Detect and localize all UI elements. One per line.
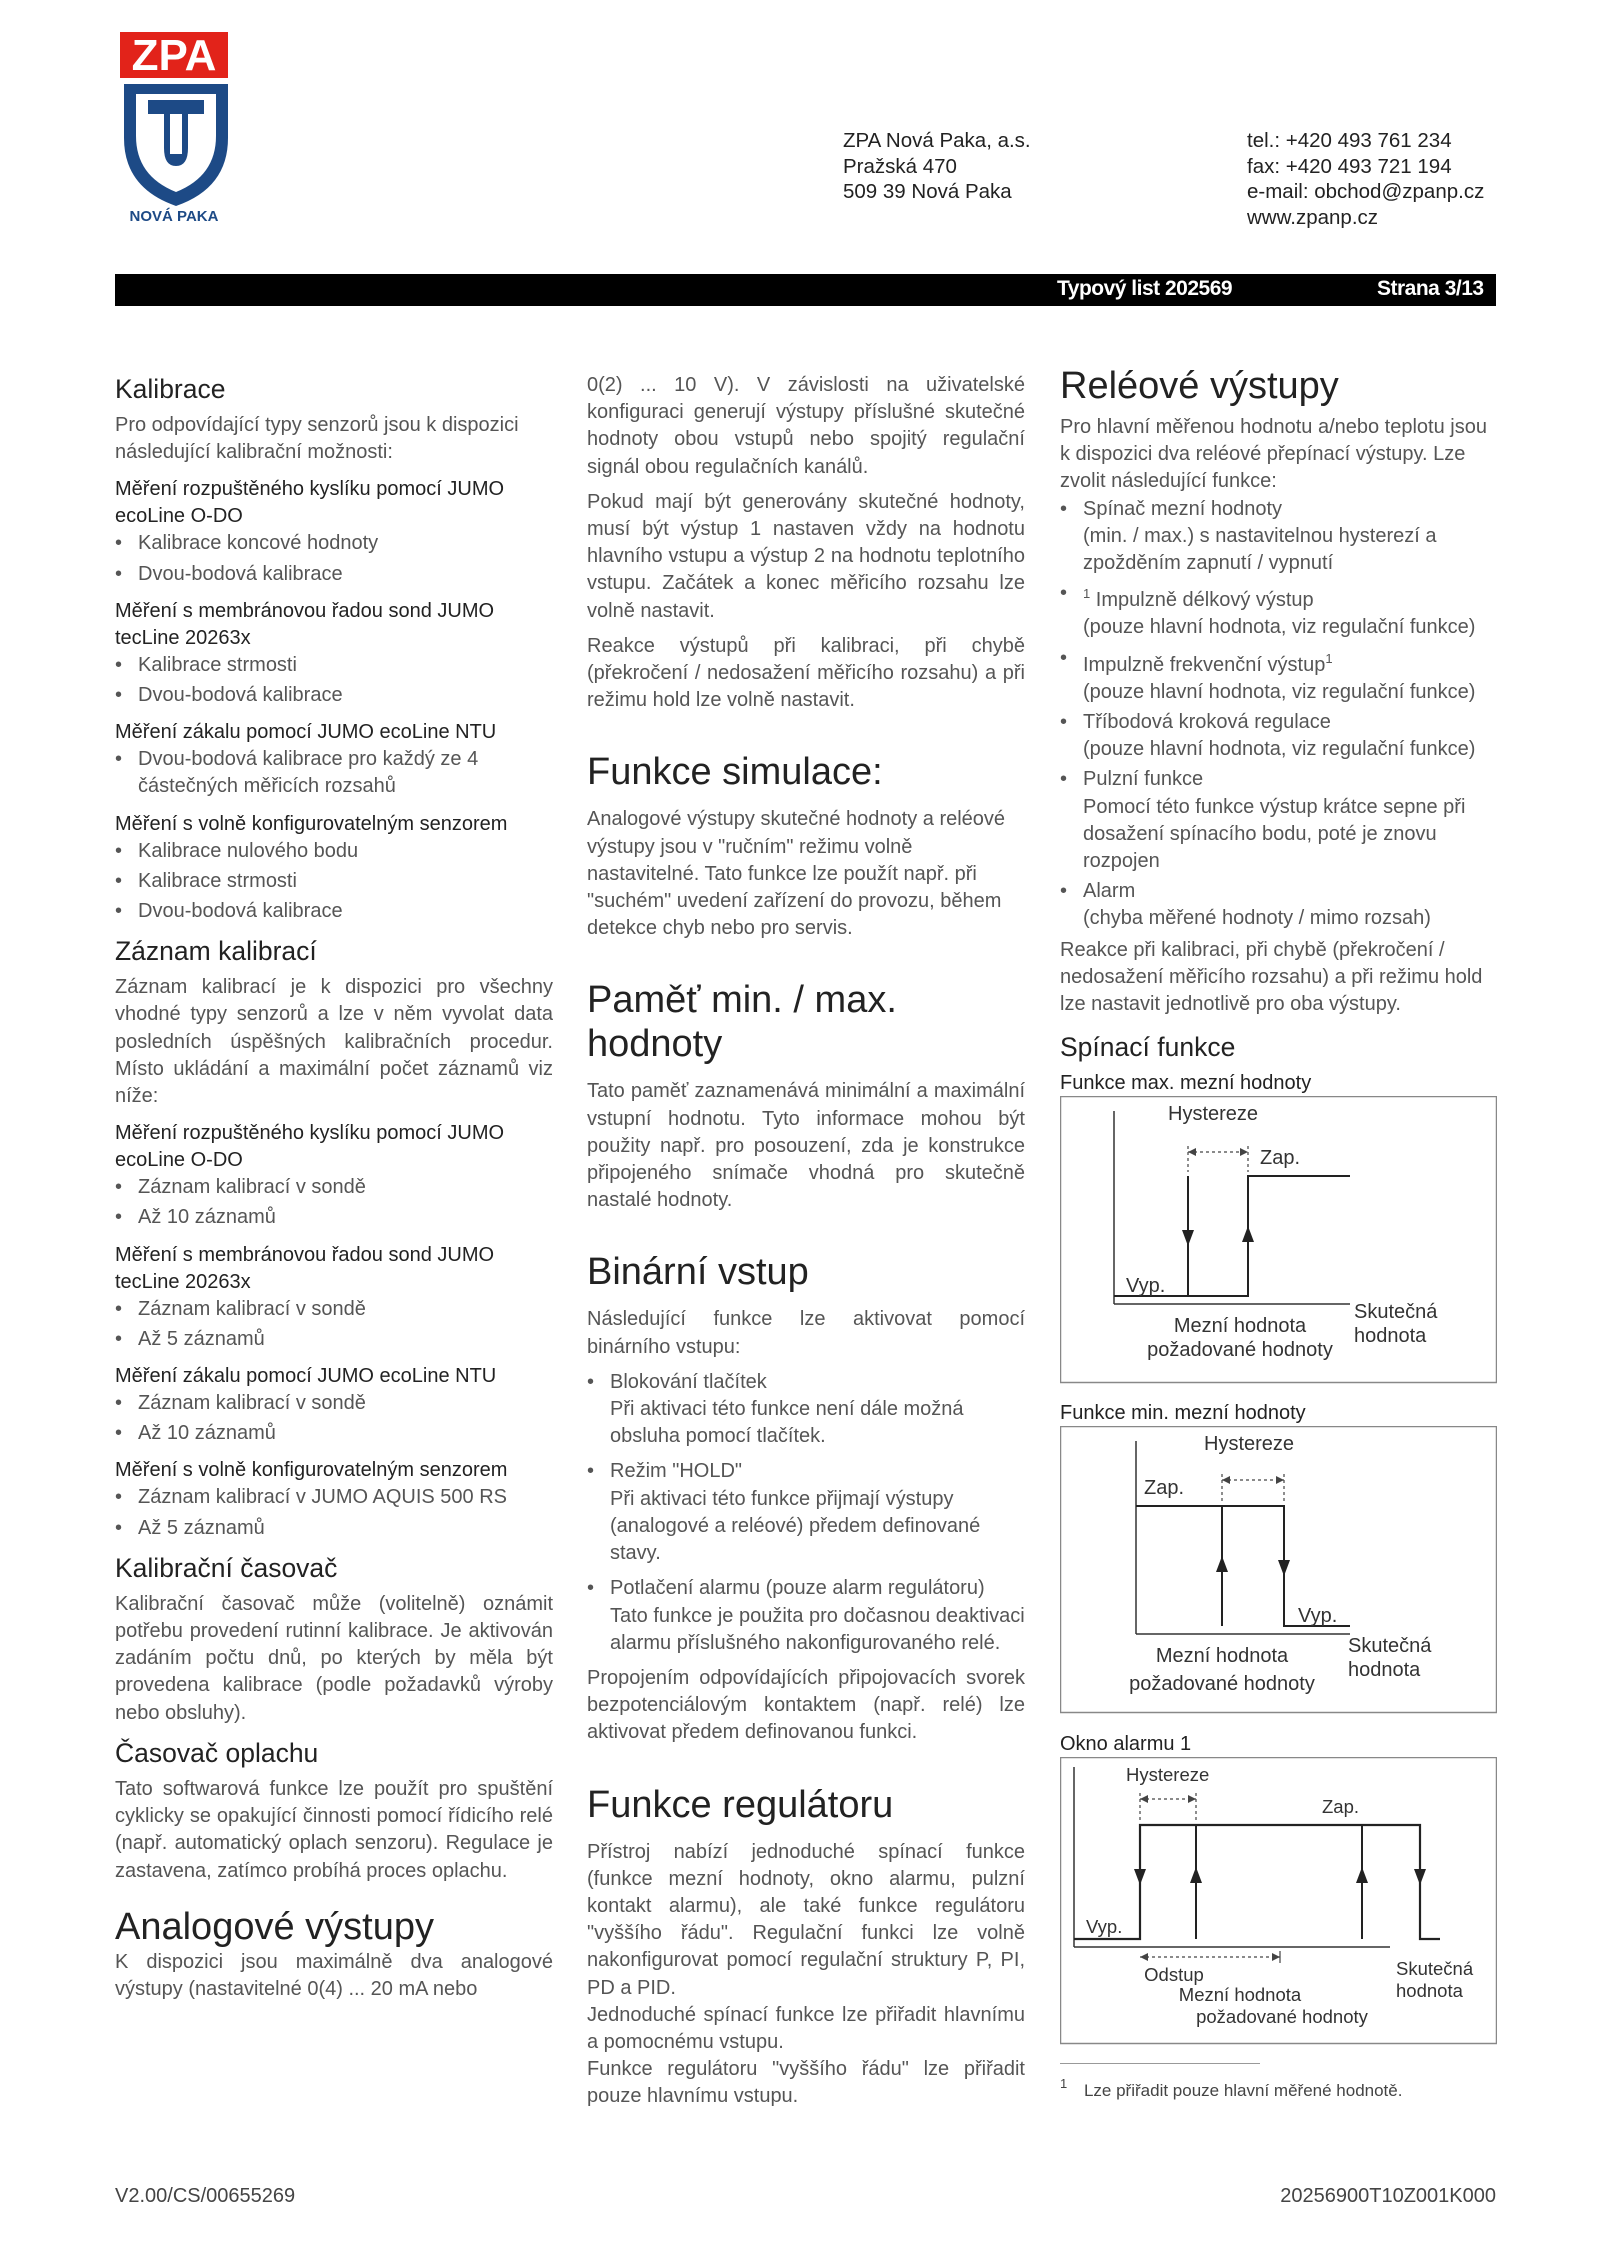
section-title: Funkce simulace: <box>587 751 883 794</box>
list-item-title <box>1083 878 1497 905</box>
address-line: Pražská 470 <box>843 154 957 178</box>
list-item: • Záznam kalibrací v sondě <box>115 1296 553 1323</box>
list-item-title: • Režim "HOLD" <box>610 1460 742 1483</box>
bullet-list <box>115 746 553 800</box>
paragraph: Tato softwarová funkce lze použít pro spuštění cyklicky se opakující činnosti pomocí řídicího relé (např. automatický oplach senzoru). Regulace je zastavena, zatímco probíhá proces oplachu. <box>115 1777 553 1882</box>
list-item <box>1060 496 1497 578</box>
doc-title: Typový list 202569 <box>1057 277 1233 300</box>
bullet-list <box>115 838 553 926</box>
list-item: • Kalibrace strmosti <box>115 652 553 679</box>
section-title: Reléové výstupy <box>1060 365 1339 407</box>
list-item <box>1060 766 1497 875</box>
setpoint-label-2: požadované hodnoty <box>1196 2005 1368 2027</box>
min-limit-diagram <box>1060 1426 1497 1716</box>
section-title: Binární vstup <box>587 1251 809 1294</box>
footer-right: 20256900T10Z001K000 <box>1280 2185 1496 2207</box>
list-item-text: Tato funkce je použita pro dočasnou deaktivaci alarmu příslušného nakonfigurovaného relé. <box>610 1604 1025 1654</box>
subsection-title: Měření rozpuštěného kyslíku pomocí JUMO ecoLine O-DO <box>115 1122 505 1172</box>
list-item-text: (pouze hlavní hodnota, viz regulační funkce) <box>1083 616 1476 639</box>
paragraph: Následující funkce lze aktivovat pomocí binárního vstupu: <box>587 1308 1025 1358</box>
logo-text: ZPA <box>131 31 217 80</box>
list-item: • Kalibrace koncové hodnoty <box>115 530 553 557</box>
list-item-text: Při aktivaci této funkce není dále možná obsluha pomocí tlačítek. <box>610 1398 964 1448</box>
list-item-title-text: Alarm <box>1083 880 1136 903</box>
alarm-window-diagram <box>1060 1757 1497 2047</box>
paragraph: Kalibrační časovač může (volitelně) oznámit potřebu provedení rutinní kalibrace. Je aktivován zadáním počtu dnů, po kterých by měla být provedena kalibrace (podle požadavků výroby nebo obsluhy). <box>115 1592 553 1724</box>
contact-email: e-mail: obchod@zpanp.cz <box>1247 180 1485 203</box>
footnote-mark: 1 <box>1060 2075 1068 2091</box>
address-line: ZPA Nová Paka, a.s. <box>843 129 1031 152</box>
list-item: • Záznam kalibrací v JUMO AQUIS 500 RS <box>115 1484 553 1511</box>
setpoint-label-2: požadované hodnoty <box>1147 1339 1333 1362</box>
hystereze-label: Hystereze <box>1204 1433 1295 1456</box>
list-item-title <box>1083 580 1497 614</box>
subsection-title: Měření s membránovou řadou sond JUMO tecLine 20263x <box>115 1243 495 1293</box>
list-item-text: (pouze hlavní hodnota, viz regulační funkce) <box>1083 680 1476 703</box>
list-item-title-text: Pulzní funkce <box>1083 768 1204 791</box>
list-item <box>1060 580 1497 641</box>
list-item: • Až 5 záznamů <box>115 1326 553 1353</box>
list-item <box>587 1575 1025 1657</box>
section-title: Kalibrace <box>115 374 226 404</box>
paragraph: Záznam kalibrací je k dispozici pro všechny vhodné typy senzorů a lze v něm vyvolat data posledních úspěšných kalibračních procedur. Místo ukládání a maximální počet záznamů viz níže: <box>115 976 553 1108</box>
list-item-text: (pouze hlavní hodnota, viz regulační funkce) <box>1083 738 1476 761</box>
actual-value-label: Skutečná <box>1348 1635 1432 1658</box>
relay-functions-list <box>1060 496 1497 933</box>
paragraph: Jednoduché spínací funkce lze přiřadit hlavnímu a pomocnému vstupu. <box>587 2003 1025 2053</box>
actual-value-label-2: hodnota <box>1354 1325 1427 1348</box>
list-item: • Kalibrace nulového bodu <box>115 838 553 865</box>
paragraph: 0(2) ... 10 V). V závislosti na uživatelské konfiguraci generují výstupy příslušné skutečné hodnoty obou vstupů nebo spojitý regulační signál obou regulačních kanálů. <box>587 374 1025 478</box>
distance-label: Odstup <box>1144 1963 1204 1985</box>
binary-input-list <box>587 1369 1025 1657</box>
list-item-title-text: Spínač mezní hodnoty <box>1083 497 1283 520</box>
actual-value-label-2: hodnota <box>1348 1659 1421 1682</box>
off-label: Vyp. <box>1126 1275 1166 1298</box>
column-3 <box>1060 365 1497 2104</box>
list-item: • Dvou-bodová kalibrace pro každý ze 4 částečných měřicích rozsahů <box>115 746 553 800</box>
footnote-text: Lze přiřadit pouze hlavní měřené hodnotě. <box>1083 2080 1403 2100</box>
company-logo <box>118 28 236 224</box>
record-groups <box>115 1120 553 1542</box>
address-line: 509 39 Nová Paka <box>843 180 1012 203</box>
paragraph: Analogové výstupy skutečné hodnoty a reléové výstupy jsou v "ručním" režimu volně nastavitelné. Tato funkce lze použít např. při "suchém" uvedení zařízení do provozu, během detekce chyb nebo pro servis. <box>587 808 1006 940</box>
actual-value-label: Skutečná <box>1396 1957 1474 1979</box>
list-item: • Dvou-bodová kalibrace <box>115 898 553 925</box>
list-item <box>1060 709 1497 763</box>
list-item <box>587 1458 1025 1567</box>
page-number: Strana 3/13 <box>1377 277 1484 300</box>
paragraph: Propojením odpovídajících připojovacích svorek bezpotenciálovým kontaktem (např. relé) lze aktivovat předem definovanou funkci. <box>587 1666 1025 1744</box>
diagram-title: Funkce max. mezní hodnoty <box>1060 1072 1312 1095</box>
list-item: • Dvou-bodová kalibrace <box>115 561 553 588</box>
setpoint-label: Mezní hodnota <box>1178 1983 1302 2005</box>
diagram-title: Okno alarmu 1 <box>1060 1732 1192 1755</box>
list-item: • Až 5 záznamů <box>115 1515 553 1542</box>
hystereze-label: Hystereze <box>1126 1763 1210 1785</box>
hystereze-label: Hystereze <box>1168 1103 1259 1126</box>
setpoint-label: Mezní hodnota <box>1155 1645 1289 1668</box>
paragraph: Přístroj nabízí jednoduché spínací funkce (funkce mezní hodnoty, okno alarmu, pulzní kontakt alarmu), ale také funkce regulátoru "vyššího řádu". Regulační funkci lze volně nakonfigurovat pomocí regulační struktury P, PI, PD a PID. <box>587 1840 1025 1999</box>
bullet-list <box>115 652 553 709</box>
paragraph: Reakce při kalibraci, při chybě (překročení / nedosažení měřicího rozsahu) a při režimu hold lze nastavit jednotlivě pro oba výstupy. <box>1060 938 1483 1016</box>
subsection-title: Měření zákalu pomocí JUMO ecoLine NTU <box>115 1365 497 1388</box>
setpoint-label: Mezní hodnota <box>1173 1315 1307 1338</box>
subsection-title: Měření s volně konfigurovatelným senzorem <box>115 812 508 835</box>
max-limit-diagram <box>1060 1096 1497 1386</box>
list-item-title <box>1083 496 1497 523</box>
logo-city: NOVÁ PAKA <box>129 208 219 224</box>
list-item <box>587 1369 1025 1451</box>
company-contact <box>1247 128 1484 230</box>
paragraph: Tato paměť zaznamenává minimální a maximální vstupní hodnotu. Tyto informace mohou být použity např. pro posouzení, zda je konstrukce připojeného snímače vhodná pro skutečně nastalé hodnoty. <box>587 1080 1025 1212</box>
paragraph: Reakce výstupů při kalibraci, při chybě (překročení / nedosažení měřicího rozsahu) a při režimu hold lze volně nastavit. <box>587 634 1025 712</box>
bullet-list <box>115 1390 553 1447</box>
section-title: Záznam kalibrací <box>115 936 317 967</box>
section-title: Analogové výstupy <box>115 1905 434 1948</box>
off-label: Vyp. <box>1086 1915 1123 1937</box>
footer-left: V2.00/CS/00655269 <box>115 2185 296 2207</box>
paragraph: Pro hlavní měřenou hodnotu a/nebo teplotu jsou k dispozici dva reléové přepínací výstupy. Lze zvolit následující funkce: <box>1060 416 1487 493</box>
list-item-text: (min. / max.) s nastavitelnou hysterezí a zpožděním zapnutí / vypnutí <box>1083 524 1437 575</box>
list-item-text: Při aktivaci této funkce přijmají výstupy (analogové a reléové) předem definované stavy. <box>610 1487 981 1565</box>
bullet-list <box>115 1296 553 1353</box>
paragraph: K dispozici jsou maximálně dva analogové výstupy (nastavitelné 0(4) ... 20 mA nebo <box>115 1950 553 2000</box>
list-item-text: Pomocí této funkce výstup krátce sepne při dosažení spínacího bodu, poté je znovu rozpojen <box>1083 795 1466 873</box>
subsection-title: Měření rozpuštěného kyslíku pomocí JUMO ecoLine O-DO <box>115 478 505 528</box>
list-item: • Záznam kalibrací v sondě <box>115 1174 553 1201</box>
footnote-ref: 1 <box>1325 650 1333 666</box>
list-item-title-text: Impulzně frekvenční výstup <box>1083 653 1326 676</box>
on-label: Zap. <box>1322 1795 1360 1817</box>
list-item: • Až 10 záznamů <box>115 1204 553 1231</box>
section-title: Funkce regulátoru <box>587 1783 894 1826</box>
subsection-title: Měření zákalu pomocí JUMO ecoLine NTU <box>115 721 497 744</box>
contact-phone: tel.: +420 493 761 234 <box>1247 129 1452 152</box>
list-item: • Dvou-bodová kalibrace <box>115 682 553 709</box>
footnote-ref: 1 <box>1083 586 1091 602</box>
actual-value-label: Skutečná <box>1354 1301 1438 1324</box>
list-item-title: • Blokování tlačítek <box>610 1370 767 1393</box>
diagram-title: Funkce min. mezní hodnoty <box>1060 1402 1306 1425</box>
column-2 <box>587 372 1025 2119</box>
list-item: • Kalibrace strmosti <box>115 868 553 895</box>
footnote <box>1060 2063 1403 2104</box>
on-label: Zap. <box>1260 1147 1301 1170</box>
company-address <box>843 128 1031 205</box>
paragraph: Pokud mají být generovány skutečné hodnoty, musí být výstup 1 nastaven vždy na hodnotu hlavního vstupu a výstup 2 na hodnotu teplotního vstupu. Začátek a konec měřicího rozsahu lze volně nastavit. <box>587 490 1025 622</box>
contact-web: www.zpanp.cz <box>1247 205 1379 229</box>
setpoint-label-2: požadované hodnoty <box>1129 1673 1315 1696</box>
list-item-text: (chyba měřené hodnoty / mimo rozsah) <box>1083 907 1431 930</box>
bullet-list <box>115 530 553 587</box>
list-item-title-text: Impulzně délkový výstup <box>1095 589 1314 612</box>
paragraph: Pro odpovídající typy senzorů jsou k dispozici následující kalibrační možnosti: <box>115 414 519 464</box>
list-item-title <box>1083 766 1497 793</box>
title-bar <box>115 274 1496 306</box>
subsection-title: Měření s volně konfigurovatelným senzorem <box>115 1459 508 1482</box>
section-title: Kalibrační časovač <box>115 1552 338 1583</box>
list-item <box>1060 645 1497 706</box>
bullet-list <box>115 1174 553 1231</box>
calibration-groups <box>115 476 553 925</box>
list-item-title <box>1083 645 1497 679</box>
column-1 <box>115 372 553 2011</box>
on-label: Zap. <box>1144 1477 1185 1500</box>
list-item-title <box>1083 709 1497 736</box>
section-title: Spínací funkce <box>1060 1032 1236 1063</box>
section-title: Časovač oplachu <box>115 1737 319 1768</box>
list-item-title-text: Tříbodová kroková regulace <box>1083 711 1331 734</box>
actual-value-label-2: hodnota <box>1396 1979 1463 2001</box>
paragraph: Funkce regulátoru "vyššího řádu" lze přiřadit pouze hlavnímu vstupu. <box>587 2058 1025 2108</box>
off-label: Vyp. <box>1298 1605 1338 1628</box>
list-item-title: • Potlačení alarmu (pouze alarm regulátoru) <box>610 1577 985 1600</box>
subsection-title: Měření s membránovou řadou sond JUMO tecLine 20263x <box>115 599 495 649</box>
bullet-list <box>115 1484 553 1541</box>
list-item: • Až 10 záznamů <box>115 1420 553 1447</box>
list-item <box>1060 878 1497 932</box>
list-item: • Záznam kalibrací v sondě <box>115 1390 553 1417</box>
contact-fax: fax: +420 493 721 194 <box>1247 154 1452 178</box>
section-title: Paměť min. / max. hodnoty <box>587 979 897 1066</box>
